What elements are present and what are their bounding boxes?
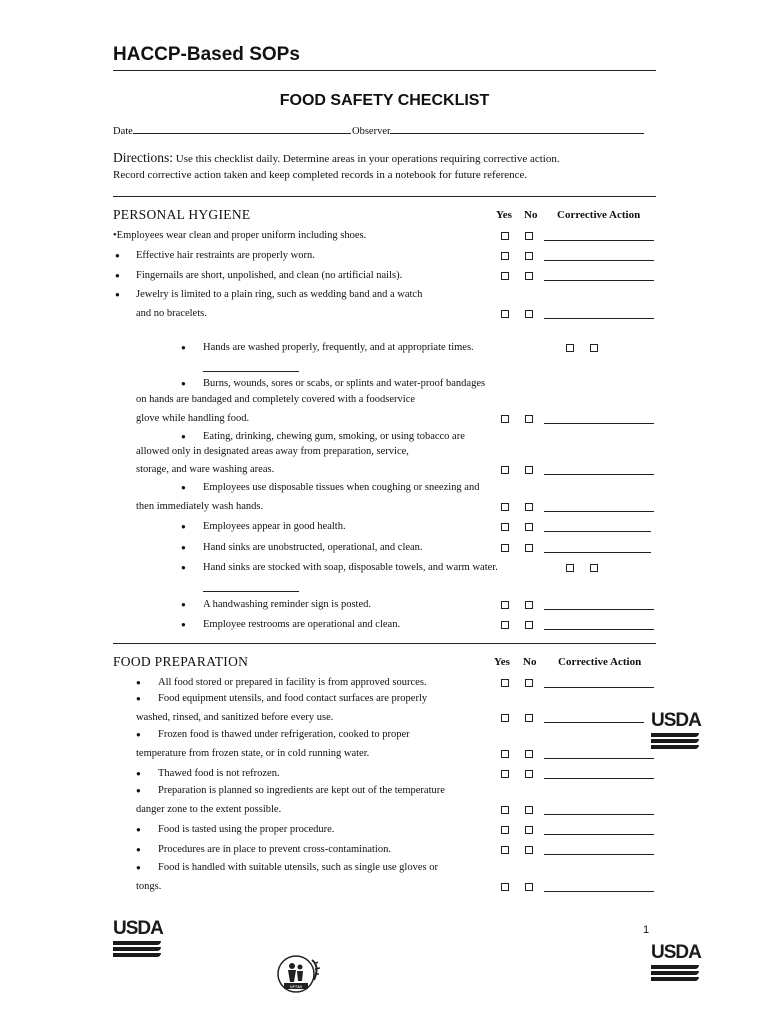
bullet-icon: ● [181, 600, 186, 609]
column-header-corrective-action: Corrective Action [557, 209, 641, 221]
corrective-action-line[interactable] [544, 511, 654, 512]
item-text: Hands are washed properly, frequently, and at appropriate times. [203, 342, 474, 353]
checklist-item [113, 860, 656, 876]
bullet-icon: ● [136, 786, 141, 795]
bullet-icon: ● [136, 769, 141, 778]
logo-swoosh [651, 965, 699, 969]
date-field[interactable] [113, 123, 351, 137]
logo-swoosh [651, 745, 699, 749]
item-text: Effective hair restraints are properly worn. [136, 250, 315, 261]
bullet-icon: ● [181, 483, 186, 492]
bullet-icon: ● [181, 543, 186, 552]
corrective-action-line[interactable] [544, 814, 654, 815]
usda-logo [651, 710, 701, 750]
yes-checkbox[interactable] [501, 415, 509, 423]
checklist-item [113, 783, 656, 799]
checklist-item-continuation [113, 879, 656, 895]
corrective-action-line[interactable] [544, 474, 654, 475]
checklist-item [113, 617, 656, 633]
date-line [133, 123, 351, 134]
footer-usda-logo-right [651, 942, 701, 982]
yes-checkbox[interactable] [501, 544, 509, 552]
checklist-item [113, 727, 656, 743]
nfsmi-seal [274, 952, 324, 996]
corrective-action-line[interactable] [544, 531, 651, 532]
corrective-action-line[interactable] [544, 854, 654, 855]
item-text: Food is handled with suitable utensils, such as single use gloves or [158, 862, 438, 873]
checklist-item [113, 376, 656, 392]
no-checkbox[interactable] [525, 415, 533, 423]
logo-swoosh [651, 971, 699, 975]
no-checkbox[interactable] [525, 806, 533, 814]
logo-swoosh [651, 733, 699, 737]
section-title-food-preparation: FOOD PREPARATION [113, 654, 249, 669]
item-text: tongs. [136, 881, 162, 892]
item-text: Employee restrooms are operational and clean. [203, 619, 401, 630]
checklist-item [113, 429, 656, 445]
corrective-action-line[interactable] [544, 240, 654, 241]
yes-checkbox[interactable] [501, 770, 509, 778]
logo-swoosh [113, 947, 161, 951]
column-header-corrective-action: Corrective Action [558, 656, 642, 668]
corrective-action-line[interactable] [203, 591, 299, 592]
usda-logo-text: USDA [113, 918, 163, 939]
no-checkbox[interactable] [525, 523, 533, 531]
bullet-icon: ● [136, 863, 141, 872]
corrective-action-line[interactable] [544, 687, 654, 688]
no-checkbox[interactable] [525, 601, 533, 609]
directions-rule [113, 196, 656, 197]
checklist-item-continuation [113, 499, 656, 515]
yes-checkbox[interactable] [501, 806, 509, 814]
checklist-item-continuation [113, 462, 656, 478]
document-header-title: HACCP-Based SOPs [113, 44, 300, 65]
checklist-item [113, 340, 656, 356]
no-checkbox[interactable] [525, 310, 533, 318]
checklist-title: FOOD SAFETY CHECKLIST [279, 92, 490, 109]
bullet-icon: ● [115, 271, 120, 280]
bullet-icon: ● [136, 845, 141, 854]
no-checkbox[interactable] [525, 826, 533, 834]
bullet-icon: ● [136, 825, 141, 834]
bullet-icon: ● [136, 678, 141, 687]
yes-checkbox[interactable] [566, 344, 574, 352]
corrective-action-line[interactable] [544, 891, 654, 892]
no-checkbox[interactable] [525, 714, 533, 722]
yes-checkbox[interactable] [501, 232, 509, 240]
footer-usda-logo [113, 918, 163, 958]
yes-checkbox[interactable] [501, 503, 509, 511]
bullet-icon: ● [136, 694, 141, 703]
no-checkbox[interactable] [525, 272, 533, 280]
yes-checkbox[interactable] [566, 564, 574, 572]
checklist-item [113, 248, 656, 264]
section-rule [113, 643, 656, 644]
yes-checkbox[interactable] [501, 826, 509, 834]
corrective-action-line[interactable] [544, 778, 654, 779]
item-text: Preparation is planned so ingredients are kept out of the temperature [158, 785, 445, 796]
yes-checkbox[interactable] [501, 310, 509, 318]
directions-line-1: Use this checklist daily. Determine areas in your operations requiring corrective action. [175, 153, 560, 165]
no-checkbox[interactable] [525, 621, 533, 629]
checklist-item-continuation [113, 392, 656, 408]
item-text: Food equipment utensils, and food contact surfaces are properly [158, 693, 428, 704]
item-text: Procedures are in place to prevent cross-contamination. [158, 844, 391, 855]
logo-swoosh [651, 739, 699, 743]
checklist-item-continuation [113, 746, 656, 762]
yes-checkbox[interactable] [501, 679, 509, 687]
checklist-item [113, 822, 656, 838]
checklist-item [113, 691, 656, 707]
item-text: storage, and ware washing areas. [136, 464, 275, 475]
corrective-action-line[interactable] [544, 260, 654, 261]
item-text: A handwashing reminder sign is posted. [203, 599, 371, 610]
logo-swoosh [651, 977, 699, 981]
directions-line-2: Record corrective action taken and keep completed records in a notebook for future reference. [113, 169, 528, 181]
corrective-action-line[interactable] [544, 834, 654, 835]
bullet-icon: ● [181, 432, 186, 441]
yes-checkbox[interactable] [501, 846, 509, 854]
no-checkbox[interactable] [590, 564, 598, 572]
item-text: Employees use disposable tissues when coughing or sneezing and [203, 482, 480, 493]
checklist-item [113, 597, 656, 613]
corrective-action-line[interactable] [544, 552, 651, 553]
item-text: Burns, wounds, sores or scabs, or splints and water-proof bandages [203, 378, 486, 389]
page-number: 1 [643, 924, 650, 936]
checklist-item-continuation [113, 802, 656, 818]
corrective-action-line[interactable] [544, 423, 654, 424]
corrective-action-line[interactable] [544, 722, 644, 723]
yes-checkbox[interactable] [501, 714, 509, 722]
checklist-item [113, 480, 656, 496]
yes-checkbox[interactable] [501, 750, 509, 758]
corrective-action-line[interactable] [544, 629, 654, 630]
checklist-item-continuation [113, 411, 656, 427]
observer-label: Observer [352, 126, 391, 137]
yes-checkbox[interactable] [501, 523, 509, 531]
bullet-icon: ● [115, 290, 120, 299]
column-header-yes: Yes [496, 209, 512, 221]
no-checkbox[interactable] [525, 679, 533, 687]
checklist-item-continuation [113, 710, 656, 726]
header-rule [113, 70, 656, 71]
checklist-item [113, 268, 656, 284]
item-text: Food is tasted using the proper procedure. [158, 824, 335, 835]
no-checkbox[interactable] [525, 252, 533, 260]
observer-field[interactable] [352, 123, 644, 137]
checklist-item [113, 540, 656, 556]
no-checkbox[interactable] [525, 770, 533, 778]
item-text: All food stored or prepared in facility is from approved sources. [158, 677, 427, 688]
directions-label: Directions: [113, 150, 173, 165]
item-text: washed, rinsed, and sanitized before every use. [136, 712, 334, 723]
item-text: Hand sinks are stocked with soap, disposable towels, and warm water. [203, 562, 498, 573]
yes-checkbox[interactable] [501, 252, 509, 260]
checklist-item [113, 519, 656, 535]
item-text: glove while handling food. [136, 413, 250, 424]
bullet-icon: ● [181, 522, 186, 531]
checklist-item [113, 560, 656, 576]
item-text: Hand sinks are unobstructed, operational, and clean. [203, 542, 423, 553]
corrective-action-line[interactable] [544, 318, 654, 319]
seal-text: NFSMI [289, 984, 303, 989]
item-text: Frozen food is thawed under refrigeration, cooked to proper [158, 729, 410, 740]
usda-logo-text: USDA [651, 710, 701, 731]
nfsmi-seal-icon [274, 952, 324, 996]
item-text: •Employees wear clean and proper uniform including shoes. [113, 230, 367, 241]
observer-line [390, 123, 644, 134]
checklist-item-continuation [113, 444, 656, 460]
corrective-action-line[interactable] [544, 609, 654, 610]
no-checkbox[interactable] [525, 466, 533, 474]
bullet-icon: ● [115, 251, 120, 260]
checklist-item [113, 766, 656, 782]
yes-checkbox[interactable] [501, 272, 509, 280]
checklist-item [113, 287, 656, 303]
logo-swoosh [113, 941, 161, 945]
yes-checkbox[interactable] [501, 883, 509, 891]
item-text: danger zone to the extent possible. [136, 804, 282, 815]
usda-logo-text: USDA [651, 942, 701, 963]
item-text: temperature from frozen state, or in cold running water. [136, 748, 370, 759]
no-checkbox[interactable] [525, 846, 533, 854]
yes-checkbox[interactable] [501, 466, 509, 474]
item-text: Eating, drinking, chewing gum, smoking, or using tobacco are [203, 431, 465, 442]
item-text: and no bracelets. [136, 308, 207, 319]
no-checkbox[interactable] [525, 232, 533, 240]
column-header-no: No [524, 209, 538, 221]
checklist-item [113, 675, 656, 691]
column-header-yes: Yes [494, 656, 510, 668]
corrective-action-line[interactable] [203, 371, 299, 372]
bullet-icon: ● [181, 620, 186, 629]
bullet-icon: ● [181, 379, 186, 388]
item-text: Fingernails are short, unpolished, and clean (no artificial nails). [136, 270, 403, 281]
date-label: Date [113, 126, 133, 137]
section-title-personal-hygiene: PERSONAL HYGIENE [113, 207, 251, 222]
bullet-icon: ● [181, 343, 186, 352]
checklist-item [113, 228, 656, 244]
corrective-action-line[interactable] [544, 758, 654, 759]
directions-block [113, 150, 658, 183]
yes-checkbox[interactable] [501, 621, 509, 629]
item-text: then immediately wash hands. [136, 501, 264, 512]
bullet-icon: ● [181, 563, 186, 572]
no-checkbox[interactable] [525, 883, 533, 891]
no-checkbox[interactable] [525, 544, 533, 552]
corrective-action-line[interactable] [544, 280, 654, 281]
no-checkbox[interactable] [590, 344, 598, 352]
checklist-item [113, 842, 656, 858]
yes-checkbox[interactable] [501, 601, 509, 609]
no-checkbox[interactable] [525, 503, 533, 511]
item-text: Jewelry is limited to a plain ring, such as wedding band and a watch [136, 289, 423, 300]
item-text: Employees appear in good health. [203, 521, 346, 532]
item-text: on hands are bandaged and completely covered with a foodservice [136, 394, 416, 405]
column-header-no: No [523, 656, 537, 668]
bullet-icon: ● [136, 730, 141, 739]
item-text: Thawed food is not refrozen. [158, 768, 280, 779]
checklist-item-continuation [113, 306, 656, 322]
logo-swoosh [113, 953, 161, 957]
item-text: allowed only in designated areas away from preparation, service, [136, 446, 409, 457]
no-checkbox[interactable] [525, 750, 533, 758]
